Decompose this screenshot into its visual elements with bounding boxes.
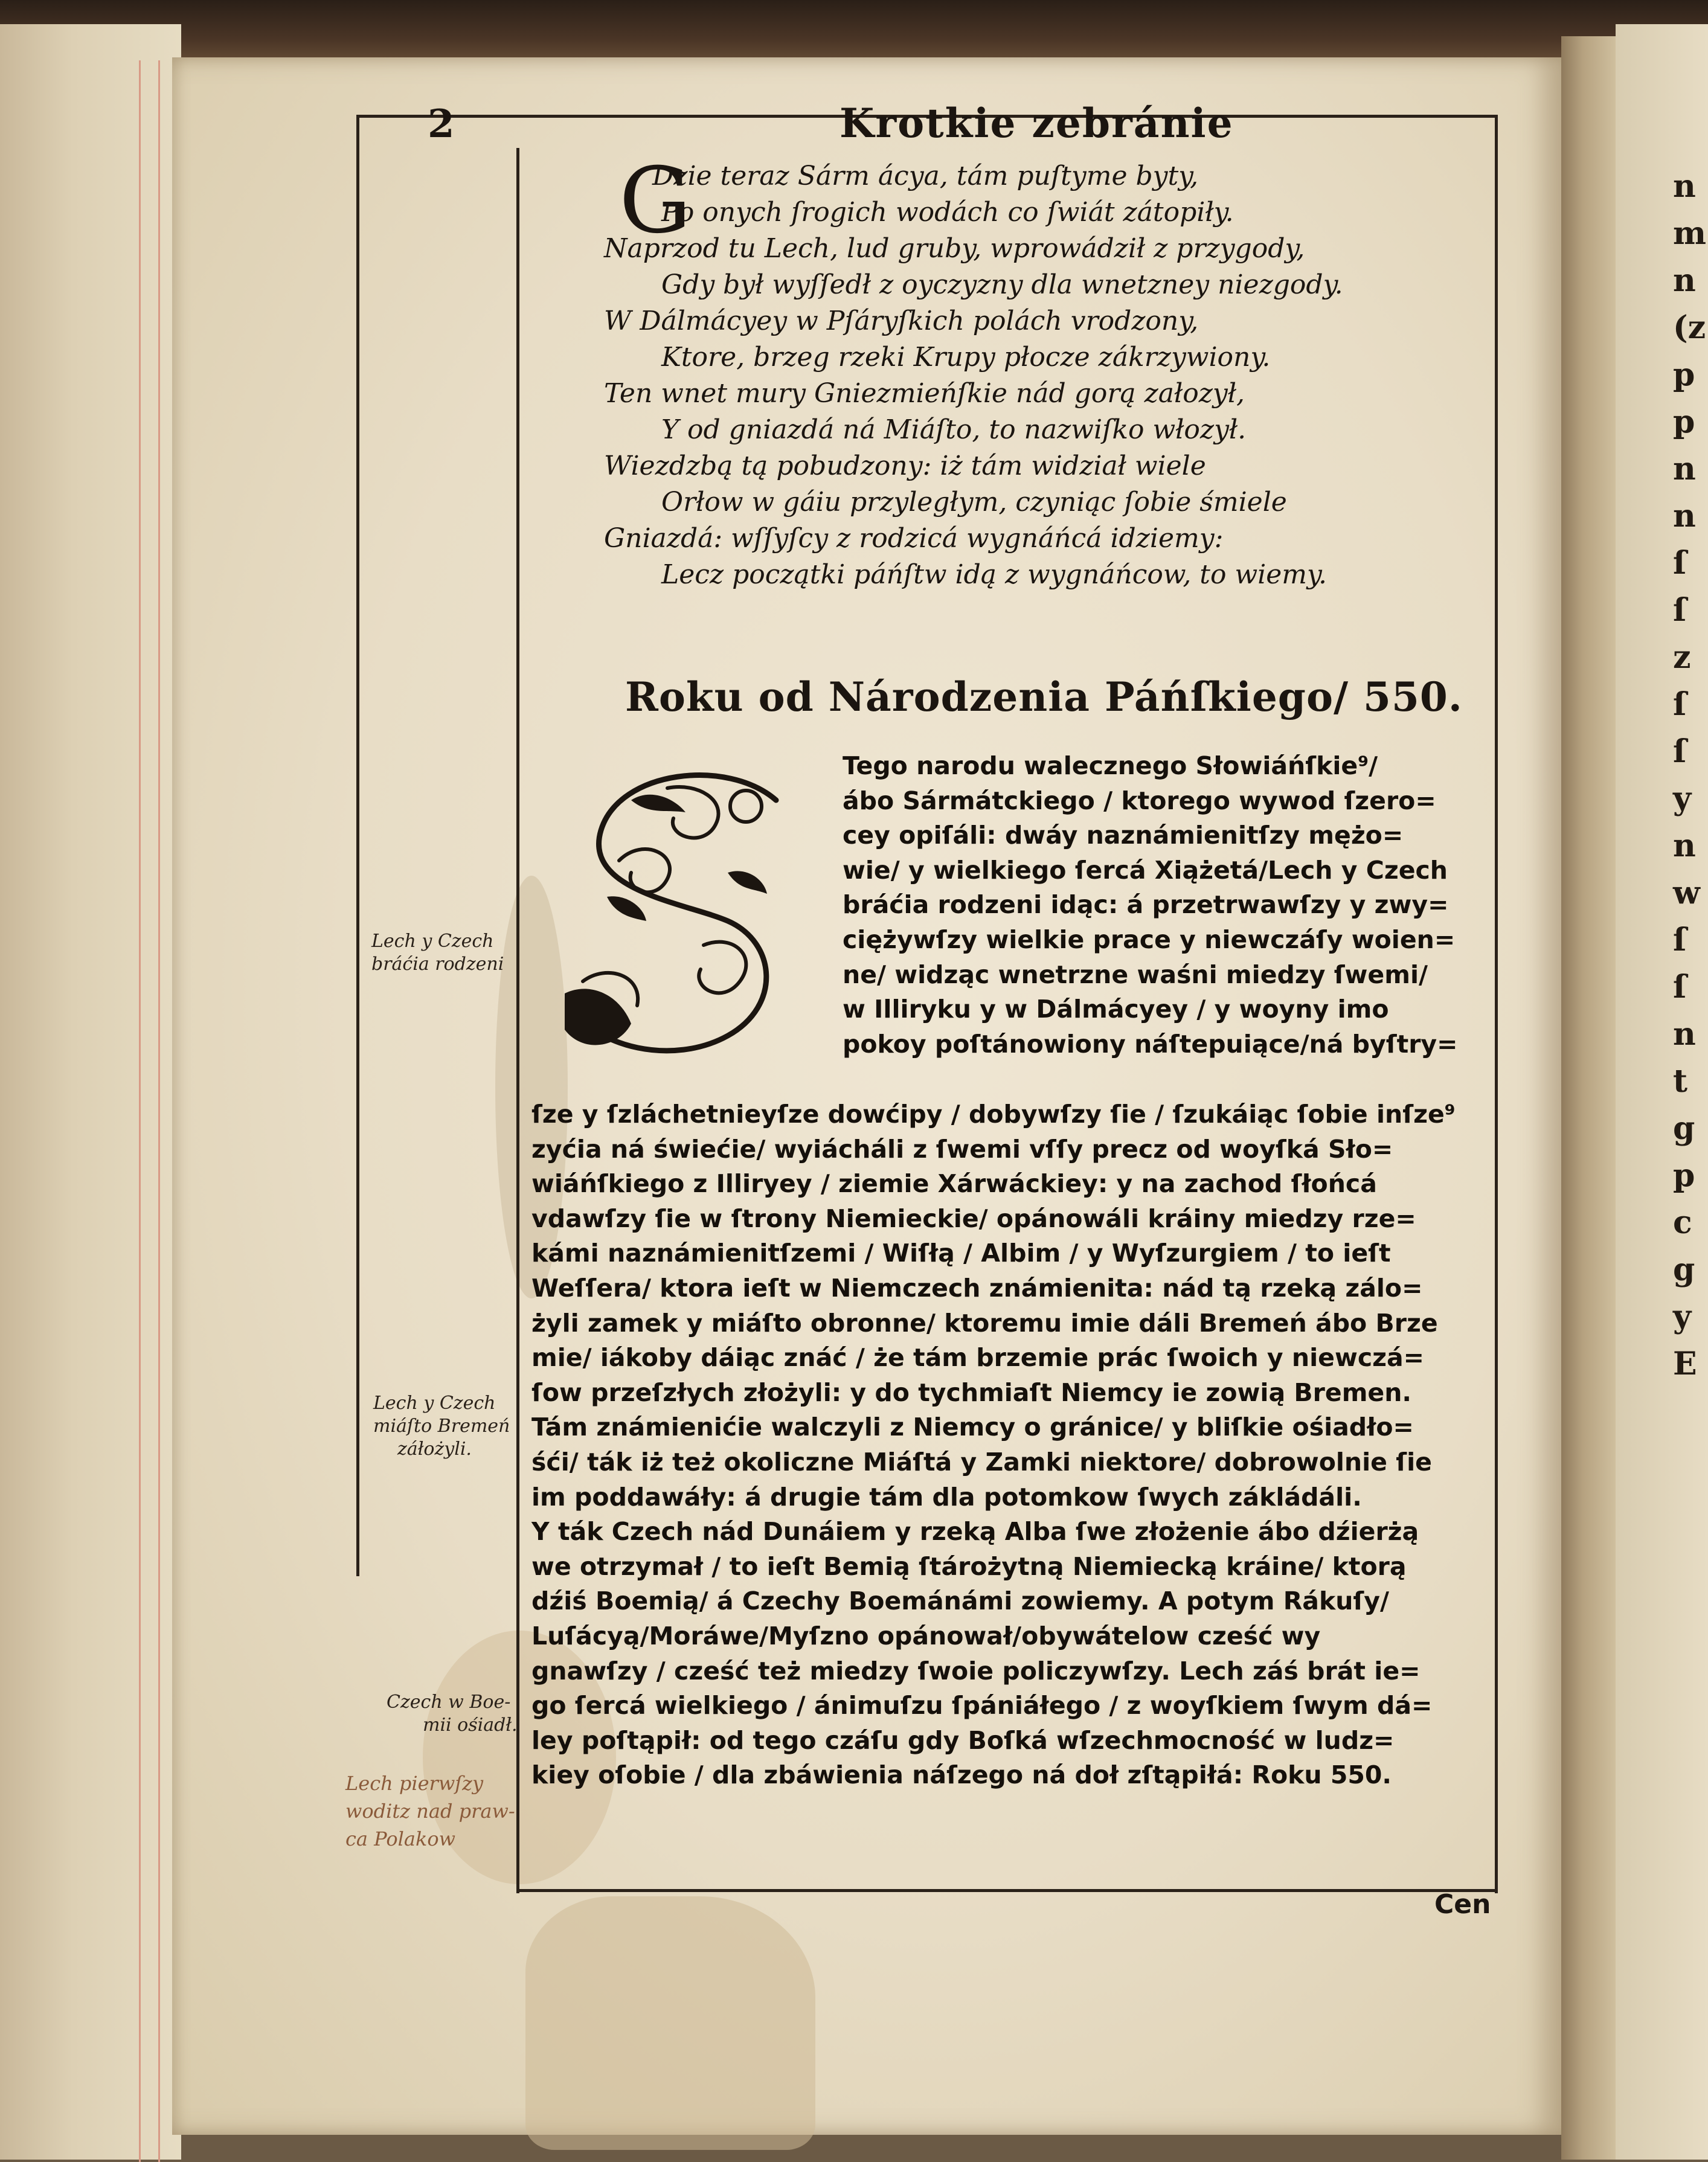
page-tear bbox=[525, 1896, 815, 2150]
margin-note-bremen bbox=[373, 1392, 510, 1461]
note-line: bráćia rodzeni bbox=[371, 954, 504, 975]
text-line: mie/ iákoby dáiąc znáć / że tám brzemie prác ſwoich y niewczá= bbox=[531, 1343, 1425, 1373]
annotation-line: Lech pierwſzy bbox=[345, 1772, 484, 1795]
running-title: Krotkie zebránie bbox=[840, 100, 1234, 147]
facing-page-fragment: w bbox=[1673, 874, 1700, 911]
text-line: gnawſzy / cześć też miedzy ſwoie policzywſzy. Lech záś brát ie= bbox=[531, 1656, 1421, 1686]
facing-page-fragment: y bbox=[1673, 1298, 1692, 1335]
note-line: mii ośiadł. bbox=[423, 1715, 518, 1736]
note-line: Lech y Czech bbox=[371, 931, 494, 952]
note-line: záłożyli. bbox=[397, 1439, 472, 1460]
facing-page-fragment: ſ bbox=[1673, 592, 1687, 629]
poem-line: Dzie teraz Sárm ácya, tám puſtyme byty, bbox=[652, 161, 1199, 191]
poem-line: Orłow w gáiu przyległym, czyniąc ſobie śmiele bbox=[661, 487, 1287, 518]
section-heading: Roku od Národzenia Páńſkiego/ 550. bbox=[625, 673, 1463, 720]
text-line: dźiś Boemią/ á Czechy Boemánámi zowiemy. A potym Rákuſy/ bbox=[531, 1586, 1389, 1616]
text-line: Tego narodu walecznego Słowiáńſkie⁹/ bbox=[843, 751, 1378, 780]
facing-page-fragment: n bbox=[1673, 498, 1696, 534]
text-line: ciężywſzy wielkie prace y niewczáſy woien= bbox=[843, 925, 1456, 954]
margin-rule-outer bbox=[356, 115, 359, 1576]
text-line: cey opiſáli: dwáy naznámienitſzy mężo= bbox=[843, 821, 1404, 850]
facing-page-fragment: n bbox=[1673, 451, 1696, 487]
facing-page-edge bbox=[1616, 24, 1708, 2160]
catchword: Cen bbox=[1434, 1889, 1491, 1920]
facing-page-fragment: ſ bbox=[1673, 545, 1687, 582]
facing-page-fragment: p bbox=[1673, 1157, 1695, 1194]
facing-page-fragment: ſ bbox=[1673, 969, 1687, 1006]
poem-line: Naprzod tu Lech, lud gruby, wprowádził z przygody, bbox=[604, 233, 1305, 264]
text-line: ábo Sármátckiego / ktorego wywod ſzero= bbox=[843, 786, 1436, 815]
text-line: w Illiryku y w Dálmácyey / y woyny imo bbox=[843, 995, 1389, 1024]
facing-page-fragment: n bbox=[1673, 262, 1696, 299]
facing-page-fragment: (z bbox=[1673, 309, 1706, 346]
poem-line: Gdy był wyſſedł z oyczyzny dla wnetzney niezgody. bbox=[661, 269, 1343, 300]
text-line: kiey oſobie / dla zbáwienia náſzego ná doł zſtąpiłá: Roku 550. bbox=[531, 1760, 1392, 1790]
note-line: Lech y Czech bbox=[373, 1393, 496, 1414]
book-board bbox=[0, 0, 1708, 66]
poem-line: Wiezdzbą tą pobudzony: iż tám widział wiele bbox=[604, 451, 1206, 481]
facing-page-fragment: p bbox=[1673, 403, 1695, 440]
text-line: wiáńſkiego z Illiryey / ziemie Xárwáckiey: y na zachod ſłońcá bbox=[531, 1169, 1377, 1199]
facing-page-fragment: m bbox=[1673, 215, 1707, 252]
text-line: ne/ widząc wnetrzne waśni miedzy ſwemi/ bbox=[843, 960, 1428, 989]
annotation-line: woditz nad praw- bbox=[345, 1800, 515, 1823]
facing-page-fragment: ſ bbox=[1673, 922, 1687, 958]
facing-page-fragment: z bbox=[1673, 639, 1691, 676]
facing-page-fragment: c bbox=[1673, 1204, 1692, 1241]
annotation-line: ca Polakow bbox=[345, 1827, 456, 1850]
text-line: go ſercá wielkiego / ánimuſzu ſpániáłego / z woyſkiem ſwym dá= bbox=[531, 1691, 1433, 1721]
facing-page-fragment: ſ bbox=[1673, 686, 1687, 723]
page-stack-left bbox=[0, 24, 181, 2160]
poem bbox=[604, 149, 1480, 593]
page-edge bbox=[158, 60, 160, 2162]
poem-line: Ktore, brzeg rzeki Krupy płocze zákrzywiony. bbox=[661, 342, 1271, 373]
decorative-initial-s-ornament bbox=[547, 764, 812, 1066]
facing-page-fragment: y bbox=[1673, 780, 1692, 817]
margin-note-brothers bbox=[371, 930, 504, 976]
facing-page-fragment: g bbox=[1673, 1110, 1695, 1147]
note-line: Czech w Boe- bbox=[387, 1692, 511, 1713]
text-line: ſze y ſzláchetnieyſze dowćipy / dobywſzy ſie / ſzukáiąc ſobie inſze⁹ bbox=[531, 1100, 1456, 1129]
facing-page-fragment: ſ bbox=[1673, 733, 1687, 770]
facing-page-fragment: t bbox=[1673, 1063, 1688, 1100]
text-line: żyli zamek y miáſto obronne/ ktoremu imie dáli Bremeń ábo Brze bbox=[531, 1308, 1438, 1338]
facing-page-fragment: p bbox=[1673, 356, 1695, 393]
margin-note-bohemia bbox=[387, 1691, 518, 1737]
text-line: śći/ ták iż też okoliczne Miáſtá y Zamki niektore/ dobrowolnie ſie bbox=[531, 1447, 1432, 1477]
text-line: Luſácyą/Moráwe/Myſzno opánował/obywátelow cześć wy bbox=[531, 1621, 1321, 1650]
facing-page-fragment: E bbox=[1673, 1346, 1697, 1382]
handwritten-annotation bbox=[345, 1769, 515, 1853]
text-line: ley poſtąpił: od tego czáſu gdy Boſká wſzechmocność w ludz= bbox=[531, 1725, 1395, 1755]
poem-drop-initial: G bbox=[619, 149, 692, 254]
text-line: we otrzymał / to ieſt Bemią ſtárożytną Niemiecką kráine/ ktorą bbox=[531, 1551, 1407, 1581]
note-line: miáſto Bremeń bbox=[373, 1416, 510, 1437]
poem-line: W Dálmácyey w Pſáryſkich polách vrodzony, bbox=[604, 306, 1199, 336]
text-line: kámi naznámienitſzemi / Wiſłą / Albim / y Wyſzurgiem / to ieſt bbox=[531, 1239, 1391, 1268]
bottom-rule bbox=[516, 1889, 1498, 1892]
text-line: im poddawáły: á drugie tám dla potomkow ſwych zákládáli. bbox=[531, 1482, 1362, 1512]
poem-line: Gniazdá: wſſyſcy z rodzicá wygnáńcá idziemy: bbox=[604, 523, 1224, 554]
text-line: Weſſera/ ktora ieſt w Niemczech známienita: nád tą rzeką zálo= bbox=[531, 1273, 1423, 1303]
facing-page-fragment: n bbox=[1673, 827, 1696, 864]
margin-rule-inner bbox=[516, 148, 519, 1893]
text-line: vdawſzy ſie w ſtrony Niemieckie/ opánowáli kráiny miedzy rze= bbox=[531, 1204, 1416, 1233]
facing-page-fragment: g bbox=[1673, 1251, 1695, 1288]
poem-line: Y od gniazdá ná Miáſto, to nazwiſko włozył. bbox=[661, 414, 1247, 445]
facing-page-letters bbox=[1673, 163, 1708, 1388]
page-edge bbox=[139, 60, 141, 2162]
text-line: wie/ y wielkiego ſercá Xiążetá/Lech y Czech bbox=[843, 855, 1448, 885]
poem-line: Lecz początki páńſtw idą z wygnáńcow, to wiemy. bbox=[661, 559, 1327, 590]
text-line: bráćia rodzeni idąc: á przetrwawſzy y zwy= bbox=[843, 890, 1449, 920]
text-line: zyćia ná świećie/ wyiácháli z ſwemi vſſy precz od woyſká Sło= bbox=[531, 1134, 1393, 1164]
book-gutter bbox=[1561, 36, 1616, 2160]
poem-line: Po onych ſrogich wodách co ſwiát zátopiły. bbox=[661, 197, 1234, 228]
text-line: Y ták Czech nád Dunáiem y rzeką Alba ſwe złożenie ábo dźierżą bbox=[531, 1517, 1419, 1547]
facing-page-fragment: n bbox=[1673, 168, 1696, 205]
text-line: Tám známienićie walczyli z Niemcy o gránice/ y bliſkie ośiadło= bbox=[531, 1413, 1414, 1442]
body-text-full-width bbox=[531, 1097, 1507, 1793]
body-text-beside-initial bbox=[843, 749, 1507, 1062]
facing-page-fragment: n bbox=[1673, 1016, 1696, 1053]
page-number: 2 bbox=[428, 101, 455, 147]
text-line: ſow przeſzłych złożyli: y do tychmiaſt Niemcy ie zowią Bremen. bbox=[531, 1378, 1411, 1407]
poem-line: Ten wnet mury Gniezmieńſkie nád gorą załozył, bbox=[604, 378, 1245, 409]
text-line: pokoy poſtánowiony náſtepuiące/ná byſtry= bbox=[843, 1029, 1458, 1059]
